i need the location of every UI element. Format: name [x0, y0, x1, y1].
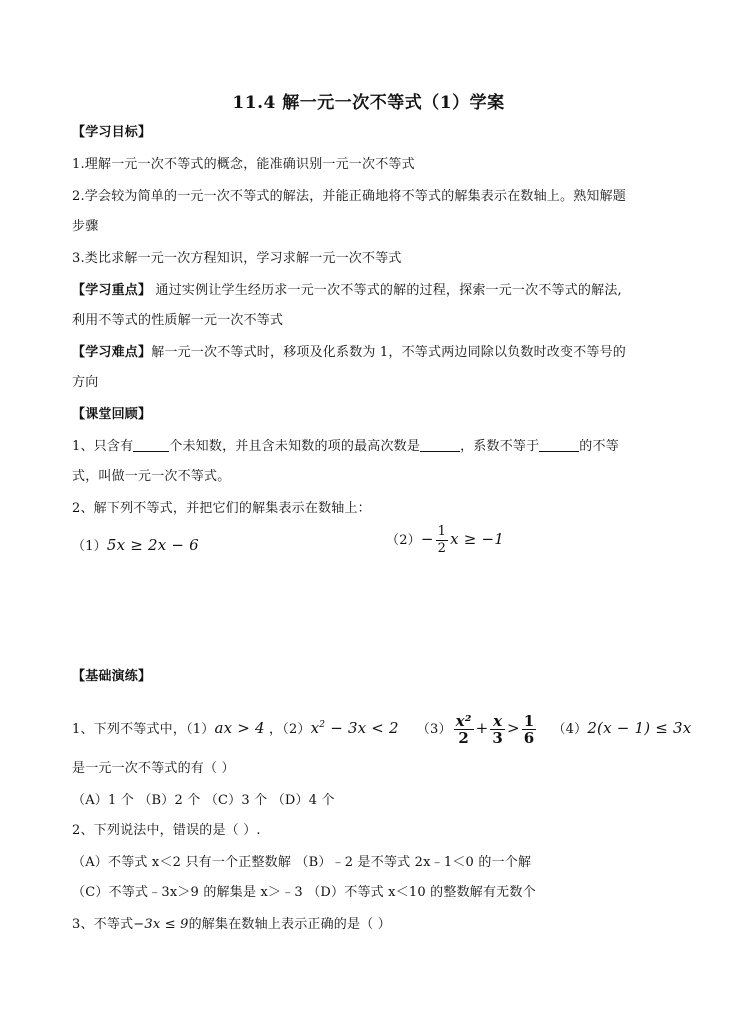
review-q1-line-2: 式，叫做一元一次不等式。	[72, 469, 231, 484]
review-q1-text-c: ，系数不等于	[460, 439, 540, 454]
inequality-2: $x^2 - 3x < 2$	[310, 719, 399, 737]
review-q1-text-d: 的不等	[579, 439, 619, 454]
practice-q1-sep-3: （3）	[416, 722, 452, 737]
difficulty-line-1	[72, 344, 626, 362]
practice-q1-line-1	[72, 706, 691, 749]
problem-1-label: （1）	[72, 539, 107, 554]
practice-q3	[72, 916, 391, 934]
problem-2-sign: −	[420, 530, 434, 548]
practice-q1-prefix: 1、下列不等式中，（1）	[72, 722, 215, 737]
review-q2: 2、解下列不等式，并把它们的解集表示在数轴上：	[72, 501, 371, 516]
practice-q1-line-2: 是一元一次不等式的有（ ）	[72, 761, 235, 776]
practice-q3-prefix: 3、不等式	[72, 917, 134, 932]
goal-item-1: 1.理解一元一次不等式的概念，能准确识别一元一次不等式	[72, 157, 415, 172]
review-heading: 【课堂回顾】	[72, 407, 152, 422]
review-q1-text-b: 个未知数，并且含未知数的项的最高次数是	[169, 439, 421, 454]
fraction-numerator: 1	[437, 524, 447, 539]
review-problem-1	[72, 536, 199, 556]
blank-2	[420, 438, 460, 452]
inequality-4: 2(x − 1) ≤ 3x	[587, 719, 692, 737]
difficulty-text: 解一元一次不等式时，移项及化系数为 1，不等式两边同除以负数时改变不等号的	[151, 345, 627, 360]
blank-1	[133, 438, 169, 452]
review-q1-line-1	[72, 438, 619, 456]
goals-heading: 【学习目标】	[72, 125, 152, 140]
practice-q2: 2、下列说法中，错误的是（ ）.	[72, 823, 261, 838]
goal-item-3: 3.类比求解一元一次方程知识，学习求解一元一次不等式	[72, 251, 402, 266]
problem-2-label: （2）	[386, 533, 421, 548]
problem-2-fraction	[436, 524, 448, 557]
practice-q2-options-ab: （A）不等式 x＜2 只有一个正整数解 （B）﹣2 是不等式 2x﹣1＜0 的一个解	[72, 855, 532, 870]
review-q1-text-a: 1、只含有	[72, 439, 134, 454]
key-points-heading: 【学习重点】	[72, 283, 152, 298]
practice-q1-options: （A）1 个 （B）2 个 （C）3 个 （D）4 个	[72, 793, 335, 808]
practice-q3-suffix: 的解集在数轴上表示正确的是（ ）	[188, 917, 391, 932]
difficulty-heading: 【学习难点】	[72, 345, 152, 360]
inequality-3: $\frac{\text{x²}}{2}$ + $\frac{x}{3}$ > $\frac{1}{6}$	[455, 711, 535, 747]
practice-q1-sep-2: ，（2）	[264, 722, 311, 737]
inequality-1: ax > 4	[214, 719, 265, 737]
practice-q2-options-cd: （C）不等式﹣3x＞9 的解集是 x＞﹣3 （D）不等式 x＜10 的整数解有无数个	[72, 885, 536, 900]
fraction-denominator: 2	[437, 541, 447, 556]
difficulty-line-2: 方向	[72, 375, 99, 390]
key-points-line-1	[72, 282, 622, 300]
review-problem-2	[386, 524, 504, 557]
goal-item-2-cont: 步骤	[72, 219, 99, 234]
page-title: 11.4 解一元一次不等式（1）学案	[232, 93, 505, 113]
practice-q3-expression: −3x ≤ 9	[133, 917, 189, 932]
key-points-text: 通过实例让学生经历求一元一次不等式的解的过程，探索一元一次不等式的解法,	[151, 283, 622, 298]
practice-q1-sep-4: （4）	[552, 722, 588, 737]
blank-3	[539, 438, 579, 452]
problem-2-expression: x ≥ −1	[450, 530, 505, 548]
goal-item-2: 2.学会较为简单的一元一次不等式的解法，并能正确地将不等式的解集表示在数轴上。熟知解题	[72, 189, 627, 204]
problem-1-expression: 5x ≥ 2x − 6	[106, 536, 199, 554]
key-points-line-2: 利用不等式的性质解一元一次不等式	[72, 313, 284, 328]
practice-heading: 【基础演练】	[72, 669, 152, 684]
